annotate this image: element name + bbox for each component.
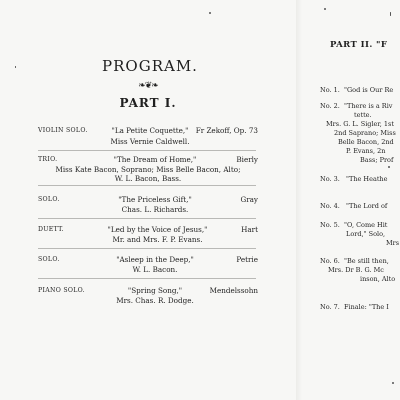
right-item-number: No. 7. [320, 303, 340, 311]
item-composer: Gray [240, 195, 258, 204]
item-work: "Spring Song," [127, 286, 183, 295]
program-page-right [302, 0, 400, 400]
item-work: "The Priceless Gift," [118, 195, 192, 204]
right-item-text: "There is a Riv [344, 102, 393, 110]
item-divider [38, 150, 256, 151]
right-item-text: Mrs [386, 239, 400, 247]
item-composer: Hart [241, 225, 258, 234]
print-speck [324, 8, 326, 10]
item-performer: Miss Vernie Caldwell. [110, 137, 190, 146]
right-item-text: "O, Come Hit [344, 221, 388, 229]
right-item-number: No. 2. [320, 102, 340, 110]
program-title: PROGRAM. [102, 57, 198, 75]
item-divider [38, 185, 256, 186]
right-item-text: "Be still then, [344, 257, 389, 265]
item-composer: Petrie [236, 255, 258, 264]
item-divider [38, 278, 256, 279]
right-item-text: Bass; Prof [360, 156, 394, 164]
print-speck [15, 66, 16, 68]
item-work: "Asleep in the Deep," [116, 255, 194, 264]
right-item-text: 2nd Saprano; Miss [334, 129, 396, 137]
item-label: TRIO. [38, 156, 58, 163]
item-work: "The Dream of Home," [113, 155, 197, 164]
item-composer: Bierly [236, 155, 258, 164]
item-performer: W. L. Bacon. [132, 265, 178, 274]
print-speck [392, 382, 394, 384]
print-speck [209, 12, 211, 14]
right-item-text: "God is Our Re [344, 86, 394, 94]
item-work: "Led by the Voice of Jesus," [107, 225, 208, 234]
print-speck [390, 12, 391, 16]
right-item-text: Lord," Solo, [346, 230, 386, 238]
item-label: SOLO. [38, 196, 60, 203]
item-performer: Mr. and Mrs. F. P. Evans. [112, 235, 203, 244]
right-item-text: Belle Bacon, 2nd [338, 138, 394, 146]
print-speck [388, 166, 390, 168]
item-performer: Mrs. Chas. R. Dodge. [116, 296, 194, 305]
item-performer: W. L. Bacon, Bass. [114, 174, 182, 183]
right-item-number: No. 6. [320, 257, 340, 265]
item-divider [38, 248, 256, 249]
part-heading: PART I. [119, 96, 177, 110]
ornament-divider: ❧❦❧ [138, 81, 158, 91]
item-label: SOLO. [38, 256, 60, 263]
item-performer: Chas. L. Richards. [121, 205, 189, 214]
part-two-heading: PART II. "F [330, 40, 388, 50]
item-composer: Mendelssohn [209, 286, 258, 295]
right-item-text: "The Heathe [346, 175, 388, 183]
right-item-text: Finale: "The I [344, 303, 389, 311]
right-item-text: "The Lord of [346, 202, 388, 210]
right-item-text: tette. [354, 111, 372, 119]
right-item-number: No. 5. [320, 221, 340, 229]
right-item-number: No. 4. [320, 202, 340, 210]
item-divider [38, 218, 256, 219]
item-performer: Miss Kate Bacon, Soprano; Miss Belle Bacon, Alto; [55, 165, 241, 174]
item-composer: Fr Zekoff, Op. 73 [195, 126, 258, 135]
item-label: DUETT. [38, 226, 64, 233]
right-item-text: P. Evans, 2n [346, 147, 386, 155]
right-item-number: No. 1. [320, 86, 340, 94]
item-work: "La Petite Coquette," [111, 126, 189, 135]
item-label: VIOLIN SOLO. [38, 127, 88, 134]
right-item-text: inson, Alto [360, 275, 396, 283]
right-item-text: Mrs. Dr B. G. Mc [328, 266, 384, 274]
item-label: PIANO SOLO. [38, 287, 85, 294]
right-item-text: Mrs. G. L. Sigler, 1st [326, 120, 394, 128]
right-item-number: No. 3. [320, 175, 340, 183]
